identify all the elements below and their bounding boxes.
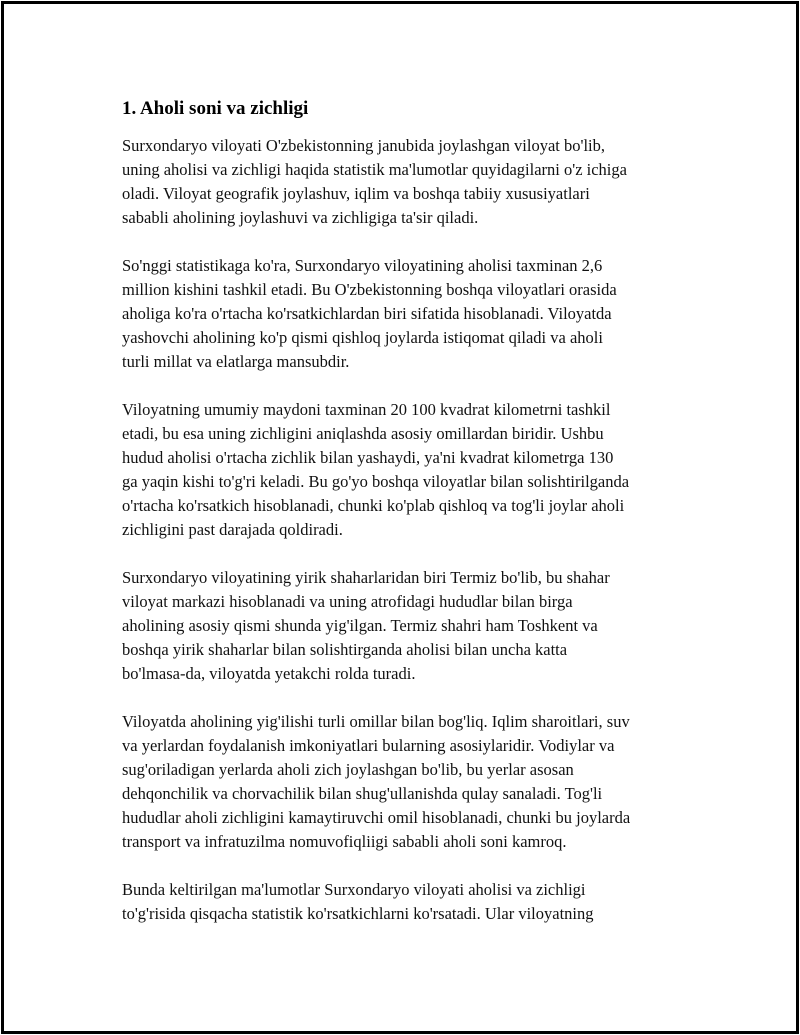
paragraph xyxy=(122,134,692,230)
text-line: zichligini past darajada qoldiradi. xyxy=(122,520,343,539)
text-line: Surxondaryo viloyatining yirik shaharlaridan biri Termiz bo'lib, bu shahar xyxy=(122,568,610,587)
text-line: Bunda keltirilgan ma'lumotlar Surxondaryo viloyati aholisi va zichligi xyxy=(122,880,586,899)
text-line: hudud aholisi o'rtacha zichlik bilan yashaydi, ya'ni kvadrat kilometrga 130 xyxy=(122,448,614,467)
text-line: turli millat va elatlarga mansubdir. xyxy=(122,352,350,371)
page-frame xyxy=(1,1,799,1034)
text-line: etadi, bu esa uning zichligini aniqlashda asosiy omillardan biridir. Ushbu xyxy=(122,424,604,443)
paragraph xyxy=(122,254,692,374)
text-line: So'nggi statistikaga ko'ra, Surxondaryo viloyatining aholisi taxminan 2,6 xyxy=(122,256,603,275)
text-line: dehqonchilik va chorvachilik bilan shug'ullanishda qulay sanaladi. Tog'li xyxy=(122,784,603,803)
text-line: bo'lmasa-da, viloyatda yetakchi rolda turadi. xyxy=(122,664,416,683)
text-line: to'g'risida qisqacha statistik ko'rsatkichlarni ko'rsatadi. Ular viloyatning xyxy=(122,904,594,923)
paragraph-list xyxy=(122,134,692,926)
paragraph xyxy=(122,878,692,926)
paragraph xyxy=(122,398,692,542)
paragraph xyxy=(122,710,692,854)
text-line: viloyat markazi hisoblanadi va uning atrofidagi hududlar bilan birga xyxy=(122,592,573,611)
text-line: sababli aholining joylashuvi va zichligiga ta'sir qiladi. xyxy=(122,208,479,227)
text-line: aholining asosiy qismi shunda yig'ilgan. Termiz shahri ham Toshkent va xyxy=(122,616,598,635)
text-line: yashovchi aholining ko'p qismi qishloq joylarda istiqomat qiladi va aholi xyxy=(122,328,603,347)
paragraph xyxy=(122,566,692,686)
text-line: Surxondaryo viloyati O'zbekistonning janubida joylashgan viloyat bo'lib, xyxy=(122,136,606,155)
text-line: sug'oriladigan yerlarda aholi zich joylashgan bo'lib, bu yerlar asosan xyxy=(122,760,574,779)
text-line: transport va infratuzilma nomuvofiqliigi sababli aholi soni kamroq. xyxy=(122,832,567,851)
text-line: uning aholisi va zichligi haqida statistik ma'lumotlar quyidagilarni o'z ichiga xyxy=(122,160,627,179)
text-line: million kishini tashkil etadi. Bu O'zbekistonning boshqa viloyatlari orasida xyxy=(122,280,617,299)
text-line: Viloyatning umumiy maydoni taxminan 20 100 kvadrat kilometrni tashkil xyxy=(122,400,611,419)
text-line: va yerlardan foydalanish imkoniyatlari bularning asosiylaridir. Vodiylar va xyxy=(122,736,615,755)
text-line: Viloyatda aholining yig'ilishi turli omillar bilan bog'liq. Iqlim sharoitlari, suv xyxy=(122,712,630,731)
section-heading: 1. Aholi soni va zichligi xyxy=(122,98,309,119)
text-line: oladi. Viloyat geografik joylashuv, iqlim va boshqa tabiiy xususiyatlari xyxy=(122,184,590,203)
text-line: hududlar aholi zichligini kamaytiruvchi omil hisoblanadi, chunki bu joylarda xyxy=(122,808,631,827)
text-line: o'rtacha ko'rsatkich hisoblanadi, chunki ko'plab qishloq va tog'li joylar aholi xyxy=(122,496,625,515)
text-line: ga yaqin kishi to'g'ri keladi. Bu go'yo boshqa viloyatlar bilan solishtirilganda xyxy=(122,472,630,491)
text-line: aholiga ko'ra o'rtacha ko'rsatkichlardan biri sifatida hisoblanadi. Viloyatda xyxy=(122,304,612,323)
document-body xyxy=(122,96,692,950)
text-line: boshqa yirik shaharlar bilan solishtirganda aholisi bilan uncha katta xyxy=(122,640,568,659)
